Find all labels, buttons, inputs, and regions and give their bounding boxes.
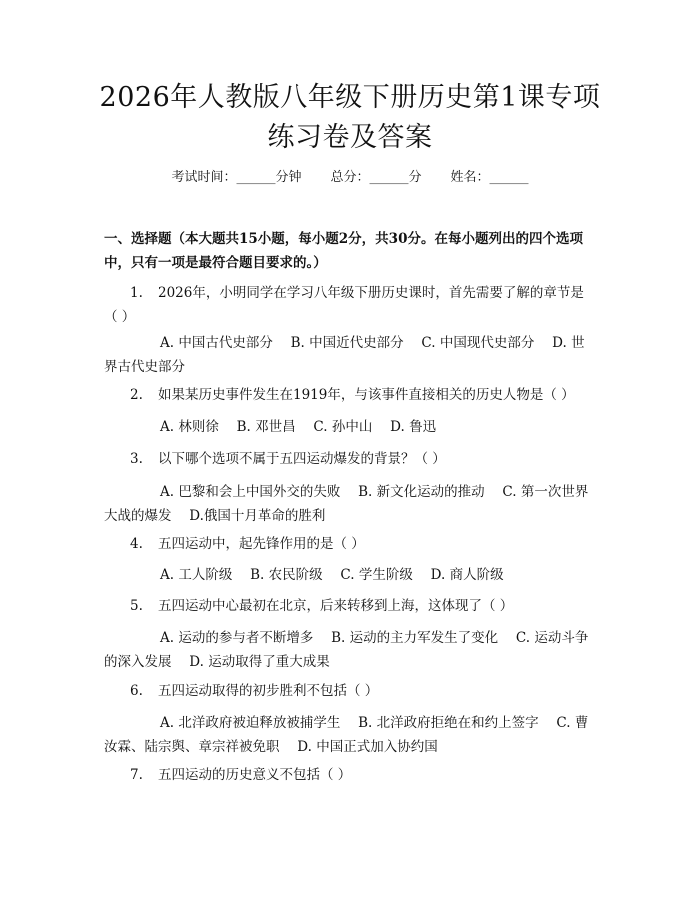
question-number: 1. (130, 285, 143, 301)
time-unit: 分钟 (275, 170, 302, 185)
question-4 (104, 532, 596, 556)
question-text: 五四运动的历史意义不包括（ ） (158, 767, 352, 783)
question-number: 6. (130, 683, 143, 699)
question-number: 7. (130, 767, 143, 783)
question-text: 五四运动中心最初在北京，后来转移到上海，这体现了（ ） (158, 598, 514, 614)
score-unit: 分 (408, 170, 422, 185)
score-blank: ______ (369, 170, 409, 185)
section-heading: 一、选择题（本大题共15小题，每小题2分，共30分。在每小题列出的四个选项中，只有一项是最符合题目要求的。） (104, 231, 583, 271)
question-3-options: A. 巴黎和会上中国外交的失败 B. 新文化运动的推动 C. 第一次世界大战的爆发 D.俄国十月革命的胜利 (104, 484, 589, 524)
question-number: 3. (130, 451, 143, 467)
exam-info-line (0, 169, 700, 187)
question-text: 五四运动取得的初步胜利不包括（ ） (158, 683, 379, 699)
name-blank: ______ (489, 170, 529, 185)
question-5 (104, 594, 596, 618)
question-4-options: A. 工人阶级 B. 农民阶级 C. 学生阶级 D. 商人阶级 (160, 567, 504, 583)
question-text: 五四运动中，起先锋作用的是（ ） (158, 536, 365, 552)
question-number: 4. (130, 536, 143, 552)
page-title: 2026年人教版八年级下册历史第1课专项练习卷及答案 (99, 82, 601, 153)
question-text: 如果某历史事件发生在1919年，与该事件直接相关的历史人物是（ ） (158, 387, 575, 403)
time-blank: ______ (236, 170, 276, 185)
question-text: 2026年，小明同学在学习八年级下册历史课时，首先需要了解的章节是（ ） (104, 285, 584, 325)
question-6-options: A. 北洋政府被迫释放被捕学生 B. 北洋政府拒绝在和约上签字 C. 曹汝霖、陆宗舆、章宗祥被免职 D. 中国正式加入协约国 (104, 715, 589, 755)
question-1-options: A. 中国古代史部分 B. 中国近代史部分 C. 中国现代史部分 D. 世界古代史部分 (104, 335, 585, 375)
question-5-options: A. 运动的参与者不断增多 B. 运动的主力军发生了变化 C. 运动斗争的深入发展 D. 运动取得了重大成果 (104, 630, 589, 670)
time-label: 考试时间： (171, 170, 237, 185)
question-text: 以下哪个选项不属于五四运动爆发的背景？（ ） (158, 451, 446, 467)
question-7 (104, 763, 596, 787)
question-2-options: A. 林则徐 B. 邓世昌 C. 孙中山 D. 鲁迅 (160, 419, 437, 435)
name-label: 姓名： (450, 170, 490, 185)
question-number: 5. (130, 598, 143, 614)
question-3 (104, 447, 596, 471)
question-number: 2. (130, 387, 143, 403)
score-label: 总分： (330, 170, 370, 185)
question-2 (104, 383, 596, 407)
question-6 (104, 679, 596, 703)
question-1 (104, 281, 596, 329)
